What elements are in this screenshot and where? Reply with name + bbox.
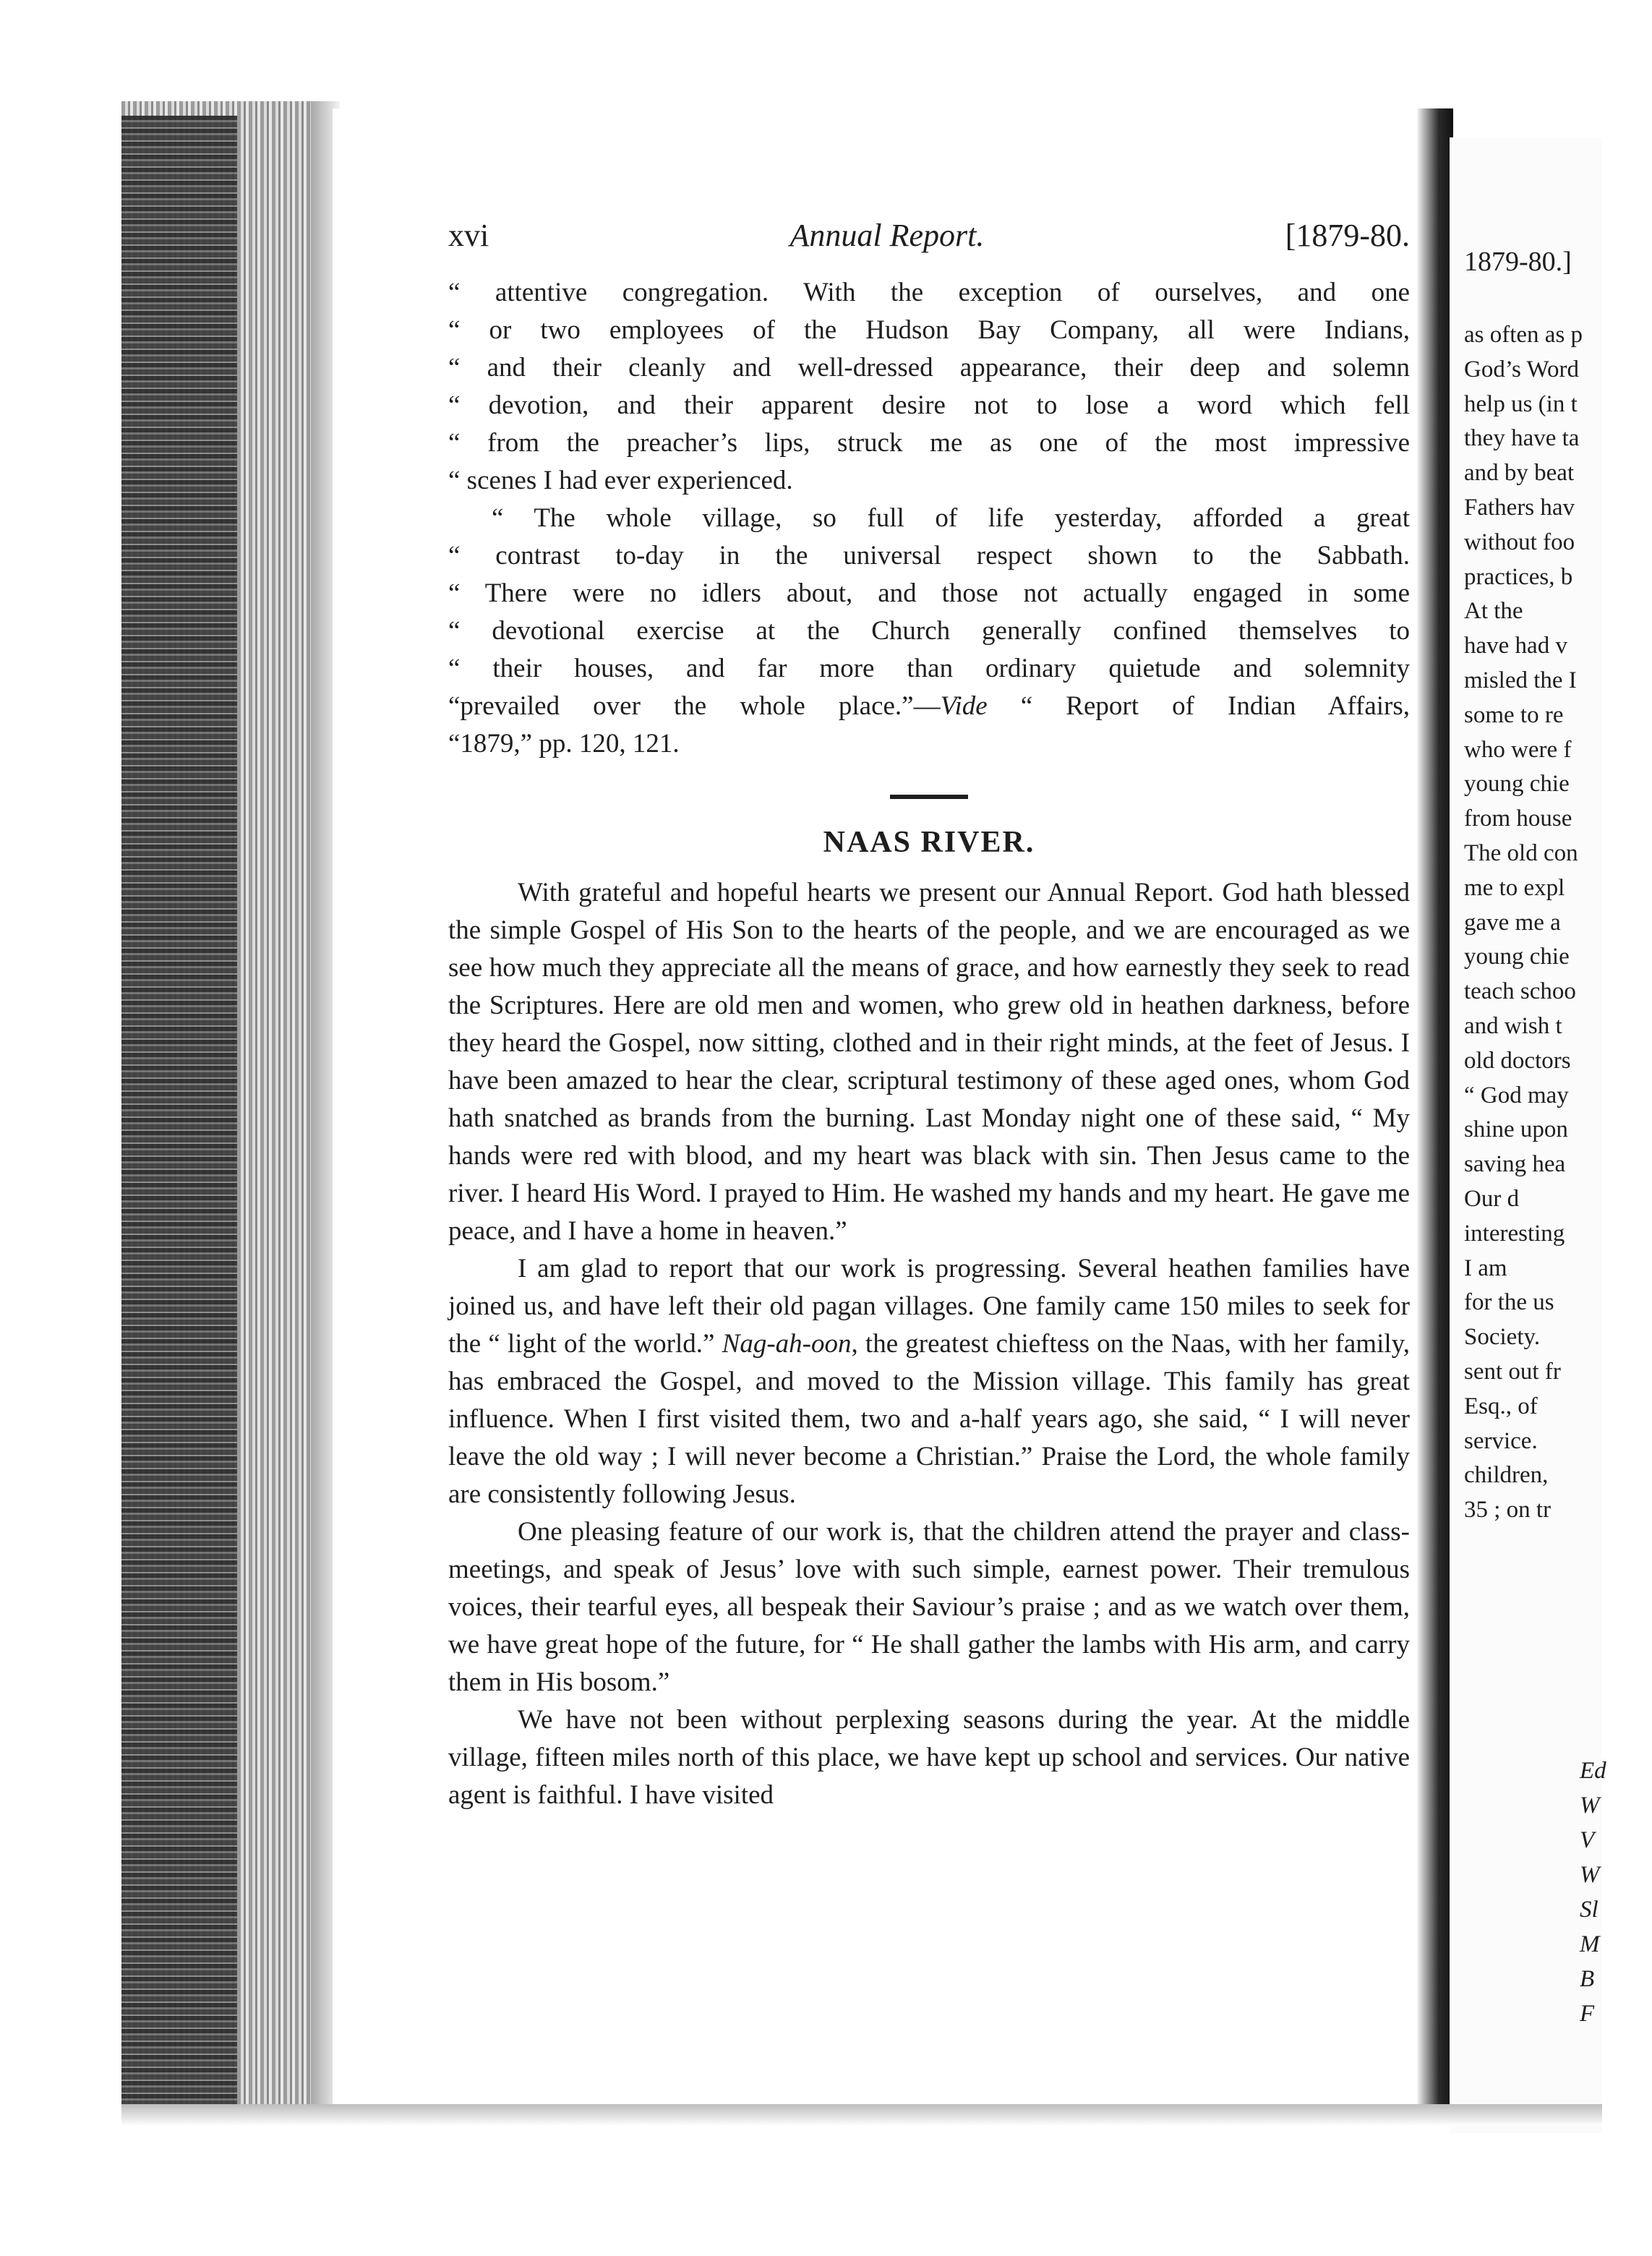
right-page-line: misled the I (1464, 667, 1577, 693)
right-page-line: At the (1464, 598, 1523, 625)
right-page-line: some to re (1464, 701, 1564, 728)
right-page-line: old doctors (1464, 1047, 1571, 1074)
quote-line-with-citation (448, 688, 1410, 725)
right-page-line: saving hea (1464, 1151, 1566, 1178)
right-page-italic-fragment: Sl (1580, 1897, 1598, 1923)
right-page-line: 35 ; on tr (1464, 1497, 1552, 1524)
right-page-line: Our d (1464, 1185, 1520, 1212)
quote-block-1 (448, 274, 1410, 500)
quote-line: “ The whole village, so full of life yesterday, afforded a great (492, 503, 1410, 533)
person-name: Nag-ah-oon (722, 1329, 852, 1359)
right-page-line: teach schoo (1464, 978, 1576, 1005)
vide-italic: Vide (940, 691, 988, 721)
quote-line: “ their houses, and far more than ordinary quietude and solemnity (448, 654, 1410, 683)
right-page-line: sent out fr (1464, 1358, 1561, 1385)
right-page-italic-fragment: W (1580, 1862, 1600, 1888)
right-page-line: The old con (1464, 839, 1578, 866)
quote-line: “ devotional exercise at the Church generally confined themselves to (448, 616, 1410, 646)
right-page-italic-fragment: V (1580, 1827, 1595, 1853)
page-number: xvi (448, 218, 489, 253)
running-header (448, 217, 1410, 254)
right-page-line: who were f (1464, 736, 1572, 763)
left-page-content (448, 217, 1410, 1814)
running-title: Annual Report. (789, 218, 985, 253)
right-page-line: “ God may (1464, 1082, 1569, 1108)
right-page-italic-fragment: Ed (1580, 1758, 1606, 1784)
right-page-line: me to expl (1464, 874, 1565, 901)
right-page-italic-fragment: M (1580, 1931, 1600, 1957)
right-page-line: for the us (1464, 1289, 1554, 1316)
right-page-text (1464, 318, 1652, 1528)
paragraph-3: One pleasing feature of our work is, that the children attend the prayer and class-meetings, and speak of Jesus’ love with such simple, earnest power. Their tremulous voices, their tearful eyes, all bespeak their Saviour’s praise ; and as we watch over them, we have great hope of the future, for “ He shall gather the lambs with His arm, and carry them in His bosom.” (448, 1517, 1410, 1697)
right-page-line: have had v (1464, 633, 1567, 659)
right-page-italic-fragment: B (1580, 1966, 1595, 1992)
right-page-line: as often as p (1464, 322, 1583, 348)
quote-line: “ devotion, and their apparent desire not to lose a word which fell (448, 390, 1410, 420)
right-page-italic-list (1580, 1753, 1606, 2031)
citation-text: “ Report of Indian Affairs, (987, 691, 1410, 721)
right-page-line: Fathers hav (1464, 494, 1575, 521)
right-page-line: and wish t (1464, 1012, 1562, 1039)
right-page-line: young chie (1464, 944, 1570, 970)
right-page-line: I am (1464, 1255, 1507, 1281)
right-page-line: and by beat (1464, 460, 1575, 487)
right-page-italic-fragment: F (1580, 2001, 1595, 2027)
quote-line: “1879,” pp. 120, 121. (448, 729, 680, 759)
quote-line: “ from the preacher’s lips, struck me as one of the most impressive (448, 428, 1410, 458)
right-page-line: interesting (1464, 1220, 1565, 1247)
right-page-italic-fragment: W (1580, 1793, 1600, 1819)
quote-line: “ scenes I had ever experienced. (448, 466, 793, 495)
right-page-line: from house (1464, 806, 1572, 832)
quote-line: “ or two employees of the Hudson Bay Company, all were Indians, (448, 315, 1410, 345)
bottom-edge-shadow (121, 2104, 1602, 2126)
right-page-header: 1879-80.] (1464, 247, 1572, 277)
right-page-line: children, (1464, 1462, 1549, 1489)
right-page-line: God’s Word (1464, 356, 1579, 383)
quote-text: “prevailed over the whole place.”— (448, 691, 941, 721)
quote-line: “ and their cleanly and well-dressed appearance, their deep and solemn (448, 353, 1410, 383)
quote-block-2 (448, 500, 1410, 537)
right-page-line: practices, b (1464, 563, 1573, 590)
right-page-line: gave me a (1464, 909, 1561, 936)
right-page-line: service. (1464, 1427, 1538, 1454)
right-page-line: without foo (1464, 529, 1575, 555)
quote-block-2-cont (448, 537, 1410, 763)
quote-line: “ attentive congregation. With the exception of ourselves, and one (448, 278, 1410, 307)
book-gutter (1417, 108, 1453, 2119)
quote-line: “ contrast to-day in the universal respect shown to the Sabbath. (448, 541, 1410, 571)
right-page-line: Esq., of (1464, 1393, 1538, 1419)
paragraph-1: With grateful and hopeful hearts we present our Annual Report. God hath blessed the simple Gospel of His Son to the hearts of the people, and we are encouraged as we see how much they appreciate all the means of grace, and how earnestly they seek to read the Scriptures. Here are old men and women, who grew old in heathen darkness, before they heard the Gospel, now sitting, clothed and in their right minds, at the feet of Jesus. I have been amazed to hear the clear, scriptural testimony of these aged ones, whom God hath snatched as brands from the burning. Last Monday night one of these said, “ My hands were red with blood, and my heart was black with sin. Then Jesus came to the river. I heard His Word. I prayed to Him. He washed my hands and my heart. He gave me peace, and I have a home in heaven.” (448, 878, 1410, 1246)
paragraph-4: We have not been without perplexing seasons during the year. At the middle village, fifteen miles north of this place, we have kept up school and services. Our native agent is faithful. I have visited (448, 1705, 1410, 1810)
paragraph-2 (448, 1250, 1410, 1513)
right-page-line: young chie (1464, 771, 1570, 798)
right-page-line: help us (in t (1464, 390, 1578, 417)
paragraph-2-text: I am glad to report that our work is progressing. Several heathen families have joined us, and have left their old pagan villages. One family came 150 miles to seek for the “ light of the world.” (448, 1254, 1410, 1359)
right-page-line: shine upon (1464, 1116, 1568, 1143)
quote-line: “ There were no idlers about, and those not actually engaged in some (448, 578, 1410, 608)
header-year: [1879-80. (1285, 218, 1410, 253)
section-title: NAAS RIVER. (823, 826, 1035, 859)
marbled-edge (121, 116, 237, 2111)
right-page-line: Society. (1464, 1324, 1541, 1351)
paragraph-2-rest: , the greatest chieftess on the Naas, with her family, has embraced the Gospel, and moved to the Mission village. This family has great influence. When I first visited them, two and a-half years ago, she said, “ I will never leave the old way ; I will never become a Christian.” Praise the Lord, the whole family are consistently following Jesus. (448, 1329, 1410, 1509)
right-page-line: they have ta (1464, 425, 1580, 452)
section-divider (890, 795, 968, 799)
